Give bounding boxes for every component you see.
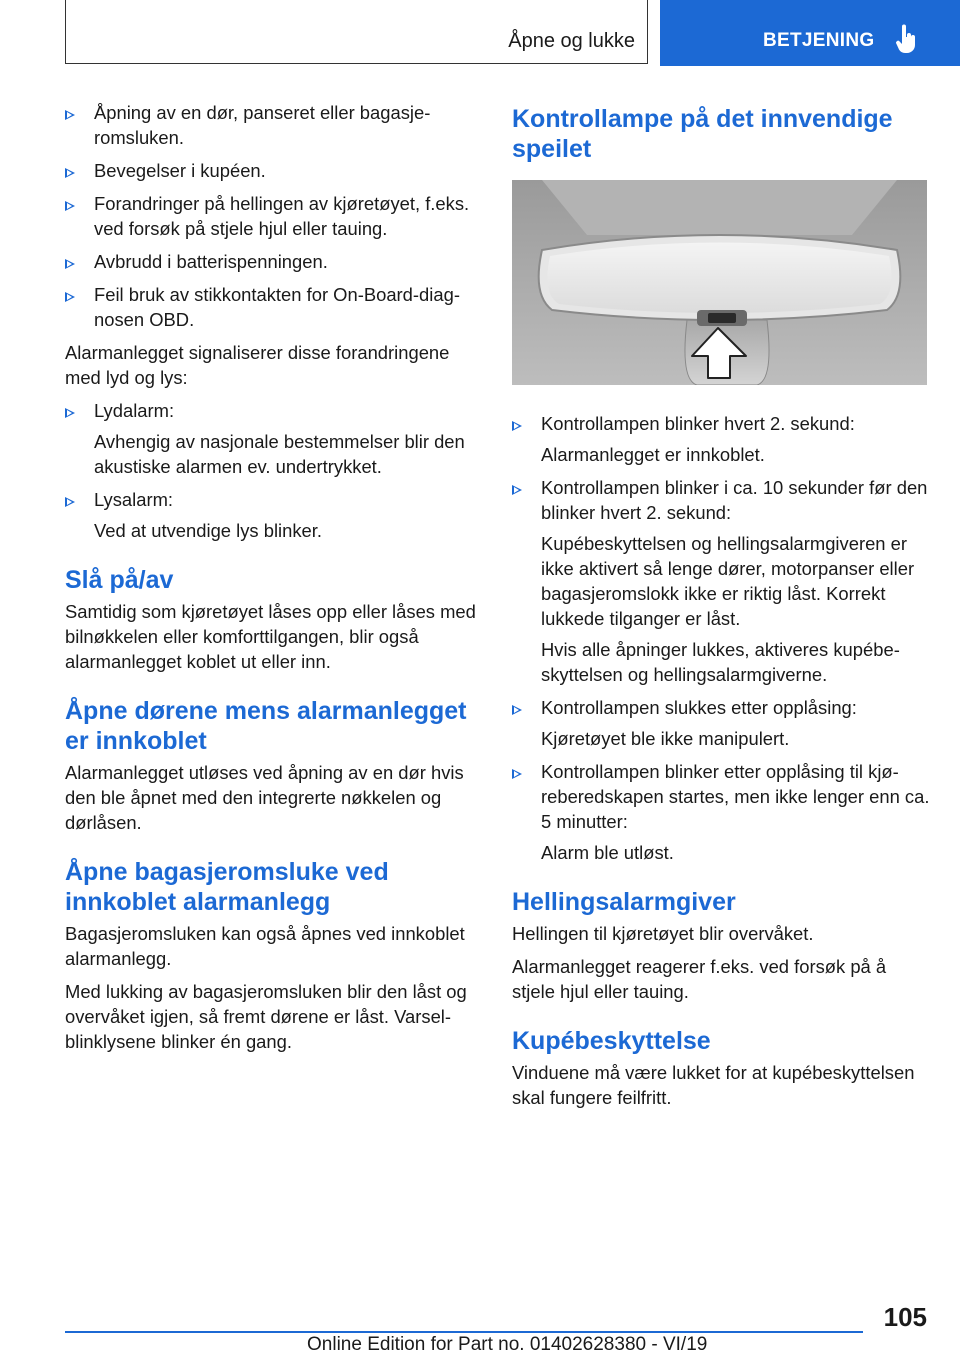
heading-open-doors: Åpne dørene mens alarmanlegget er innkoblet (65, 697, 467, 755)
cabin-protection-text: Vinduene må være lukket for at kupébeskyttelsen skal fungere feilfritt. (512, 1062, 915, 1108)
tilt-text-2: Alarmanlegget reagerer f.eks. ved forsøk på å stjele hjul eller tauing. (512, 956, 887, 1002)
list-item-detail: Hvis alle åpninger lukkes, aktiveres kupébeskyttelsen og hellingsalarmgiverne. (541, 639, 900, 685)
list-item-detail: Kupébeskyttelsen og hellingsalarmgiveren er ikke aktivert så lenge dører, motorpanser eller bagasjeromslokk ikke er riktig låst. Korrekt lukkede tilganger er låst. (541, 533, 915, 629)
bullet-triangle-icon (512, 705, 522, 715)
footer-edition: Online Edition for Part no. 01402628380 - VI/19 (307, 1334, 708, 1355)
chapter-label: BETJENING (763, 30, 875, 51)
list-item-detail: Alarm ble utløst. (541, 842, 674, 863)
list-item: Bevegelser i kupéen. (65, 158, 480, 183)
list-item: Lydalarm: (65, 398, 480, 423)
page-number: 105 (883, 1302, 927, 1332)
bullet-triangle-icon (65, 259, 75, 269)
section-title: Åpne og lukke (508, 30, 635, 52)
rearview-mirror-illustration (512, 180, 927, 385)
list-item-detail: Ved at utvendige lys blinker. (94, 520, 322, 541)
bullet-triangle-icon (512, 421, 522, 431)
list-item: Åpning av en dør, panseret eller bagasjeromsluken. (65, 100, 480, 150)
open-trunk-text-1: Bagasjeromsluken kan også åpnes ved innkoblet alarmanlegg. (65, 923, 465, 969)
heading-cabin-protection: Kupébeskyttelse (512, 1027, 711, 1055)
list-item-detail: Alarmanlegget er innkoblet. (541, 444, 765, 465)
list-item: Lysalarm: (65, 487, 480, 512)
tilt-text-1: Hellingen til kjøretøyet blir overvåket. (512, 923, 814, 944)
left-column (65, 100, 480, 1062)
heading-indicator-lamp: Kontrollampe på det innvendige speilet (512, 105, 893, 163)
heading-on-off: Slå på/av (65, 566, 174, 594)
list-item-detail: Avhengig av nasjonale bestemmelser blir den akustiske alarmen ev. undertrykket. (94, 431, 465, 477)
on-off-text: Samtidig som kjøretøyet låses opp eller låses med bilnøkkelen eller komforttilgangen, blir også alarmanlegget koblet ut eller inn. (65, 601, 476, 672)
heading-tilt-alarm: Hellingsalarmgiver (512, 888, 736, 916)
bullet-triangle-icon (65, 110, 75, 120)
right-column (512, 104, 932, 1118)
list-item: Avbrudd i batterispenningen. (65, 249, 480, 274)
list-item: Kontrollampen blinker hvert 2. sekund: (512, 411, 932, 436)
footer-divider (65, 1331, 863, 1333)
list-item: Feil bruk av stikkontakten for On-Board-diagnosen OBD. (65, 282, 480, 332)
list-item-detail: Kjøretøyet ble ikke manipulert. (541, 728, 790, 749)
bullet-triangle-icon (65, 201, 75, 211)
list-item: Kontrollampen blinker i ca. 10 sekunder før den blinker hvert 2. sekund: (512, 475, 932, 525)
list-item: Kontrollampen blinker etter opplåsing til kjøreberedskapen startes, men ikke lenger enn ca. 5 minutter: (512, 759, 932, 834)
bullet-triangle-icon (65, 168, 75, 178)
header-frame (65, 0, 648, 64)
hand-pointer-icon (896, 24, 918, 54)
list-item: Forandringer på hellingen av kjøretøyet, f.eks. ved forsøk på stjele hjul eller tauing. (65, 191, 480, 241)
bullet-triangle-icon (512, 769, 522, 779)
open-doors-text: Alarmanlegget utløses ved åpning av en dør hvis den ble åpnet med den integrerte nøkkelen og dørlåsen. (65, 762, 464, 833)
bullet-triangle-icon (65, 292, 75, 302)
chapter-tab[interactable] (660, 0, 960, 66)
bullet-triangle-icon (65, 497, 75, 507)
alarm-intro-text: Alarmanlegget signaliserer disse forandringene med lyd og lys: (65, 342, 450, 388)
list-item: Kontrollampen slukkes etter opplåsing: (512, 695, 932, 720)
heading-open-trunk: Åpne bagasjeromsluke ved innkoblet alarmanlegg (65, 858, 389, 916)
bullet-triangle-icon (65, 408, 75, 418)
bullet-triangle-icon (512, 485, 522, 495)
open-trunk-text-2: Med lukking av bagasjeromsluken blir den låst og overvåket igjen, så fremt dørene er låst. Varselblinklysene blinker én gang. (65, 981, 467, 1052)
